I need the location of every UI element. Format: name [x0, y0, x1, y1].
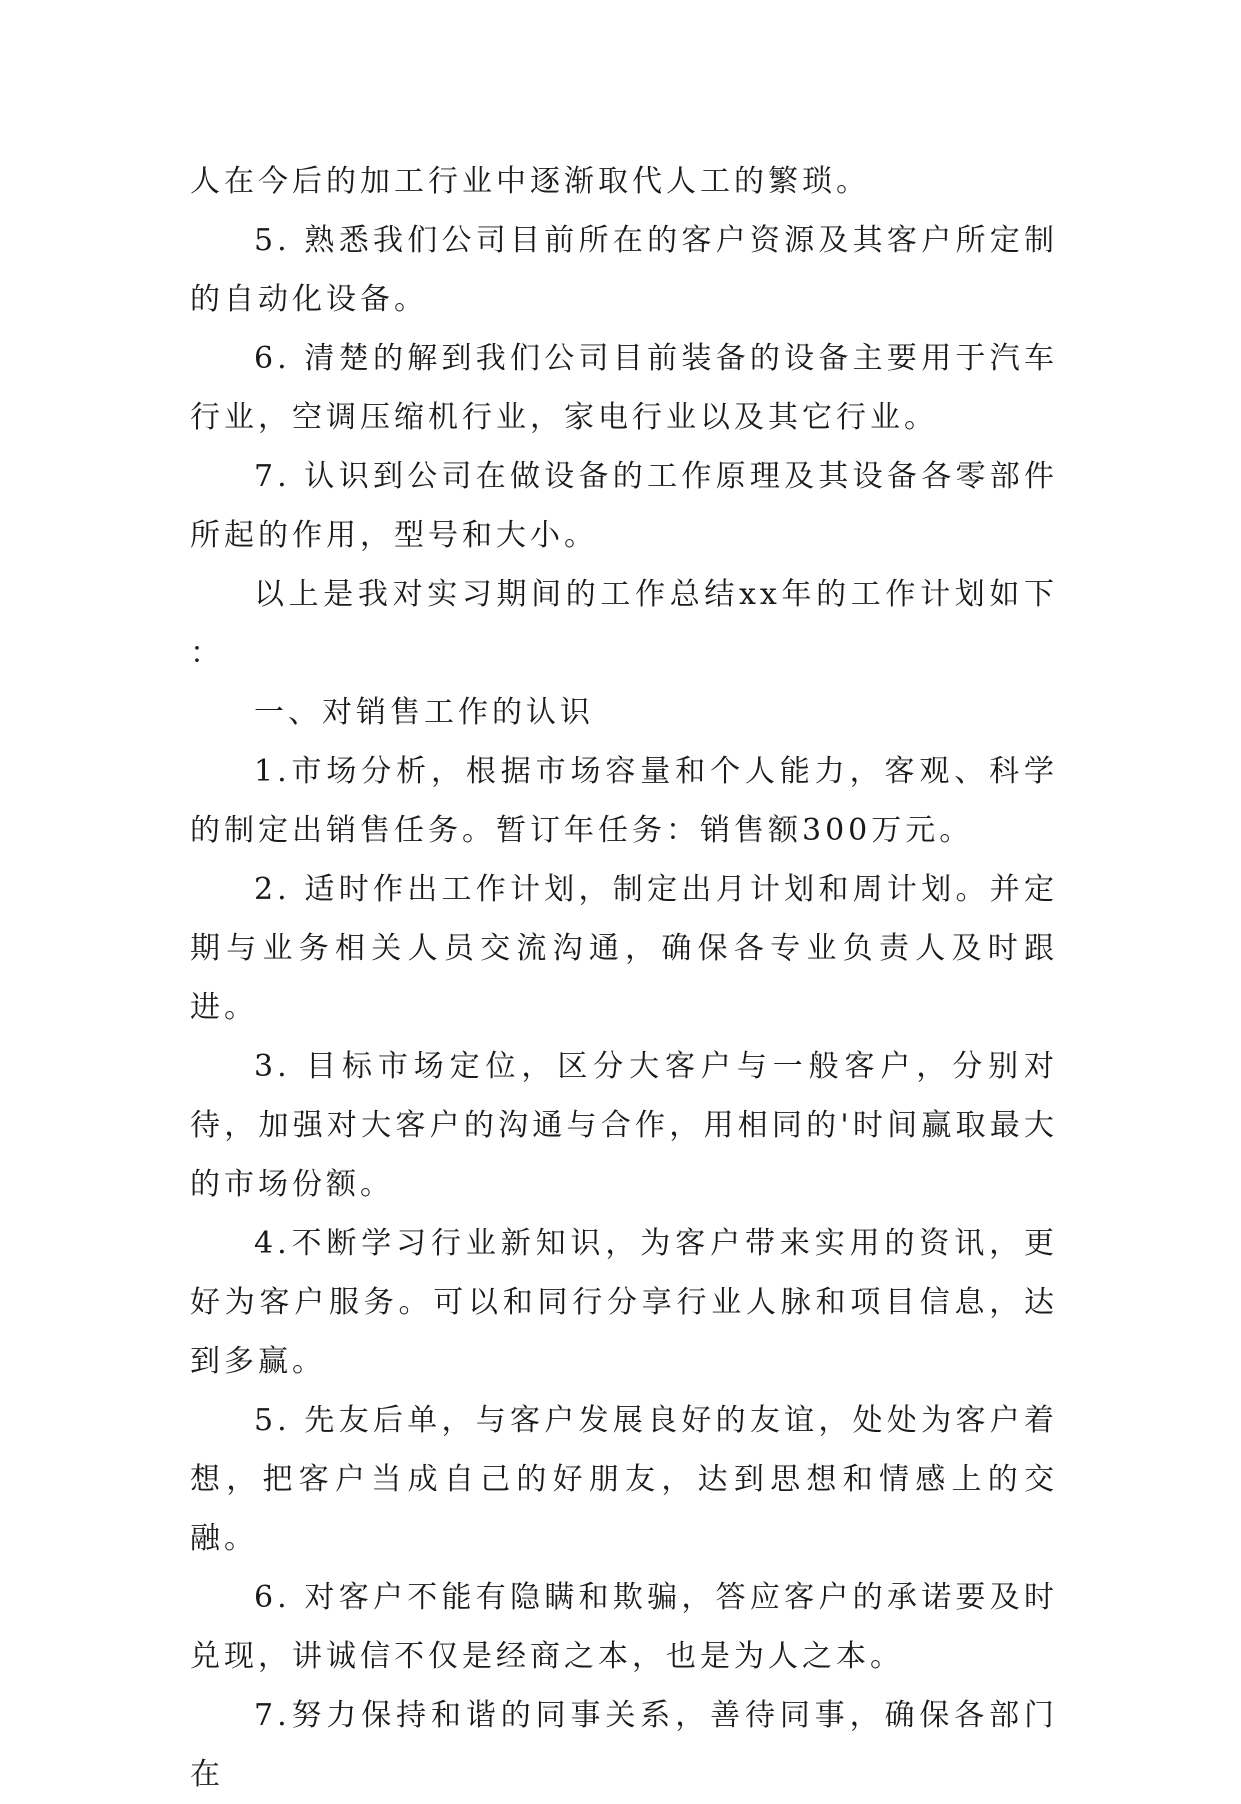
paragraph-plan-2-schedule: 2. 适时作出工作计划，制定出月计划和周计划。并定期与业务相关人员交流沟通，确保各专业负责人及时跟进。: [190, 872, 1058, 1025]
paragraph-plan-4-learning: 4.不断学习行业新知识，为客户带来实用的资讯，更好为客户服务。可以和同行分享行业人脉和项目信息，达到多赢。: [190, 1226, 1058, 1379]
paragraph-plan-6-honesty: 6. 对客户不能有隐瞒和欺骗，答应客户的承诺要及时兑现，讲诚信不仅是经商之本，也是为人之本。: [190, 1580, 1058, 1674]
paragraph-plan-1-market: 1.市场分析，根据市场容量和个人能力，客观、科学的制定出销售任务。暂订年任务：销售额300万元。: [190, 754, 1058, 848]
paragraph-plan-7-colleagues: 7.努力保持和谐的同事关系，善待同事，确保各部门在: [190, 1698, 1058, 1792]
paragraph-continuation: 人在今后的加工行业中逐渐取代人工的繁琐。: [190, 164, 870, 199]
paragraph-summary-intro: 以上是我对实习期间的工作总结xx年的工作计划如下 ：: [190, 577, 1058, 671]
paragraph-plan-3-targeting: 3. 目标市场定位，区分大客户与一般客户，分别对待，加强对大客户的沟通与合作，用相同的'时间赢取最大的市场份额。: [190, 1049, 1058, 1202]
section-heading-sales: 一、对销售工作的认识: [254, 695, 594, 730]
document-body: [190, 152, 1058, 1804]
paragraph-plan-5-friendship: 5. 先友后单，与客户发展良好的友谊，处处为客户着想，把客户当成自己的好朋友，达到思想和情感上的交融。: [190, 1403, 1058, 1556]
paragraph-item-7-equipment: 7. 认识到公司在做设备的工作原理及其设备各零部件所起的作用，型号和大小。: [190, 459, 1058, 553]
paragraph-item-5-clients: 5. 熟悉我们公司目前所在的客户资源及其客户所定制的自动化设备。: [190, 223, 1058, 317]
paragraph-item-6-industries: 6. 清楚的解到我们公司目前装备的设备主要用于汽车行业，空调压缩机行业，家电行业以及其它行业。: [190, 341, 1058, 435]
